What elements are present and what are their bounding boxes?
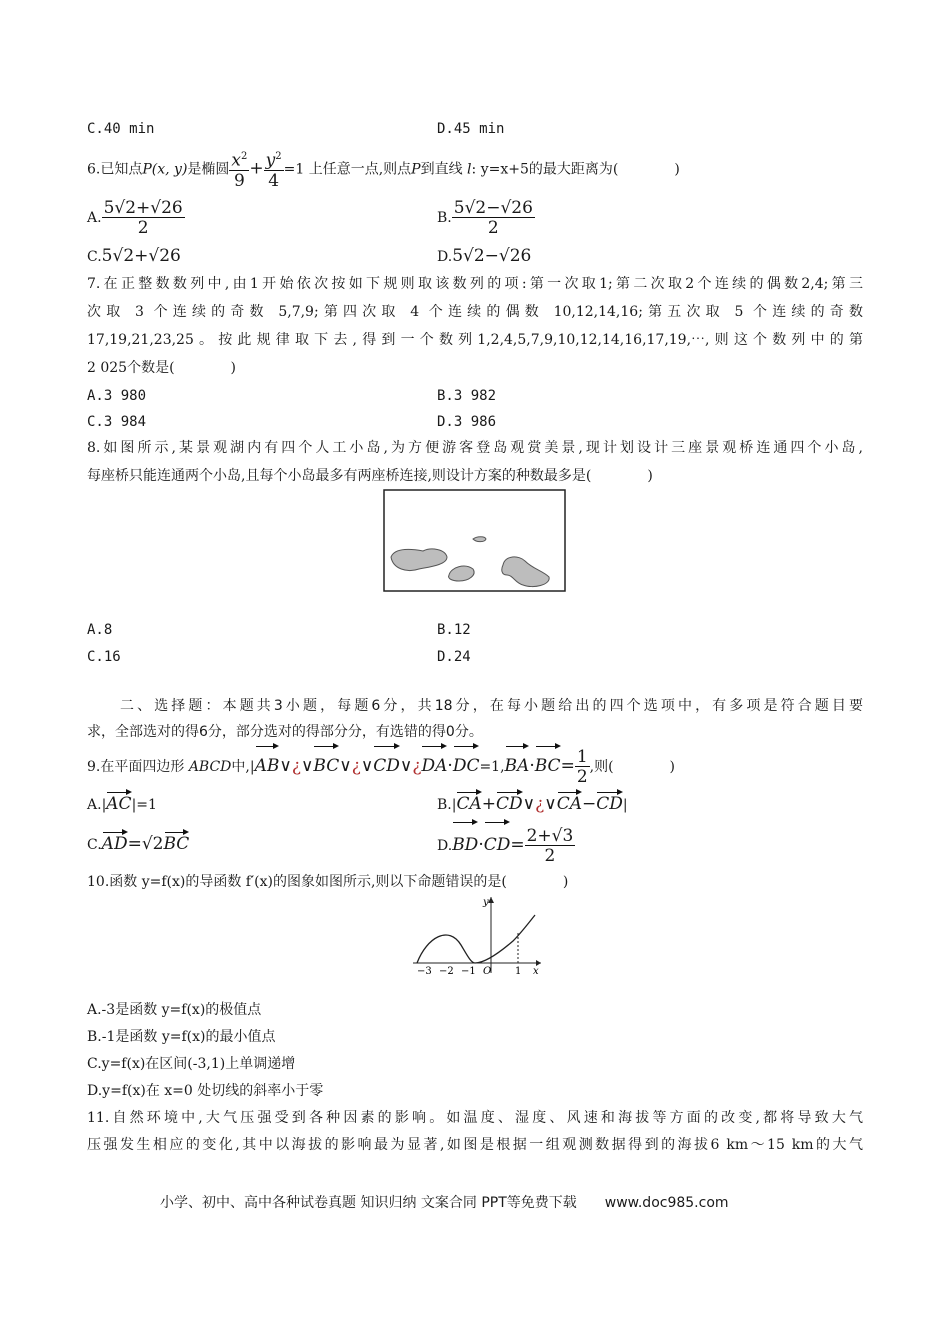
q10-option-a: A.-3是函数 y=f(x)的极值点 — [87, 1002, 262, 1018]
q7-option-b: B.3 982 — [437, 388, 497, 404]
q7-line4: 2 025个数是( ) — [87, 360, 237, 376]
derivative-graph — [405, 893, 545, 975]
q11-line2: 压强发生相应的变化,其中以海拔的影响最为显著,如图是根据一组观测数据得到的海拔6 km～15 km的大气 — [87, 1137, 863, 1153]
q7-option-d: D.3 986 — [437, 414, 497, 430]
q9-option-c: C.AD=√2BC — [87, 830, 189, 855]
tick-m3: −3 — [417, 966, 432, 975]
q9-stem: 9.在平面四边形 ABCD中,|AB∨¿∨BC∨¿∨CD∨¿DA·DC=1,BA·BC= $\frac{1}{2}$ ,则( ) — [87, 744, 675, 787]
q9-option-b: B.|CA+CD∨¿∨CA−CD| — [437, 790, 628, 815]
q10-option-b: B.-1是函数 y=f(x)的最小值点 — [87, 1029, 276, 1045]
q5-option-d: D.45 min — [437, 121, 505, 137]
q9-option-a: A.|AC|=1 — [87, 790, 157, 815]
q5-option-c: C.40 min — [87, 121, 155, 137]
section2-line2: 求，全部选对的得6分，部分选对的得部分分，有选错的得0分。 — [87, 724, 483, 740]
q6-stem: 6.已知点P(x, y)是椭圆 $\frac{x^2}{9}$ + $\frac{y^2}{4}$ =1 上任意一点,则点P到直线 l: y=x+5的最大距离为( ) — [87, 148, 680, 191]
derivative-curve — [417, 915, 535, 963]
q6-option-d: D.5√2−√26 — [437, 246, 532, 266]
q7-option-a: A.3 980 — [87, 388, 147, 404]
page-footer: 小学、初中、高中各种试卷真题 知识归纳 文案合同 PPT等免费下载 www.doc985.com — [160, 1195, 729, 1211]
q10-option-c: C.y=f(x)在区间(-3,1)上单调递增 — [87, 1056, 296, 1072]
q7-line1: 7.在正整数数列中,由1开始依次按如下规则取该数列的项:第一次取1;第二次取2个连续的偶数2,4;第三 — [87, 276, 863, 292]
q8-option-b: B.12 — [437, 622, 471, 638]
tick-m2: −2 — [439, 966, 454, 975]
y-label: y — [483, 897, 489, 908]
section2-line1: 二、选择题：本题共3小题，每题6分，共18分，在每小题给出的四个选项中，有多项是符合题目要 — [120, 698, 863, 714]
y-axis-arrow — [488, 897, 494, 903]
tick-m1: −1 — [461, 966, 476, 975]
q7-line2: 次取 3 个连续的奇数 5,7,9;第四次取 4 个连续的偶数 10,12,14,16;第五次取 5 个连续的奇数 — [87, 304, 863, 320]
tick-p1: 1 — [515, 966, 522, 975]
lake-islands-figure — [383, 489, 567, 593]
island-2 — [473, 537, 486, 542]
q8-option-d: D.24 — [437, 649, 471, 665]
q6-option-b: B. $\frac{5√2-√26}{2}$ — [437, 197, 533, 238]
q8-option-a: A.8 — [87, 622, 113, 638]
q10-stem: 10.函数 y=f(x)的导函数 f′(x)的图象如图所示,则以下命题错误的是( ) — [87, 874, 569, 890]
q7-option-c: C.3 984 — [87, 414, 147, 430]
q8-line1: 8.如图所示,某景观湖内有四个人工小岛,为方便游客登岛观赏美景,现计划设计三座景观桥连通四个小岛, — [87, 440, 863, 456]
q10-option-d: D.y=f(x)在 x=0 处切线的斜率小于零 — [87, 1083, 324, 1099]
q11-line1: 11.自然环境中,大气压强受到各种因素的影响。如温度、湿度、风速和海拔等方面的改变,都将导致大气 — [87, 1110, 863, 1126]
q9-option-d: D.BD·CD= $\frac{2+√3}{2}$ — [437, 820, 575, 867]
origin-label: O — [483, 966, 492, 975]
q7-line3: 17,19,21,23,25。按此规律取下去,得到一个数列1,2,4,5,7,9,10,12,14,16,17,19,⋯,则这个数列中的第 — [87, 332, 863, 348]
q8-line2: 每座桥只能连通两个小岛,且每个小岛最多有两座桥连接,则设计方案的种数最多是( ) — [87, 468, 653, 484]
q6-option-c: C.5√2+√26 — [87, 246, 181, 266]
x-label: x — [533, 966, 539, 975]
q8-option-c: C.16 — [87, 649, 121, 665]
q6-option-a: A. $\frac{5√2+√26}{2}$ — [87, 197, 183, 238]
